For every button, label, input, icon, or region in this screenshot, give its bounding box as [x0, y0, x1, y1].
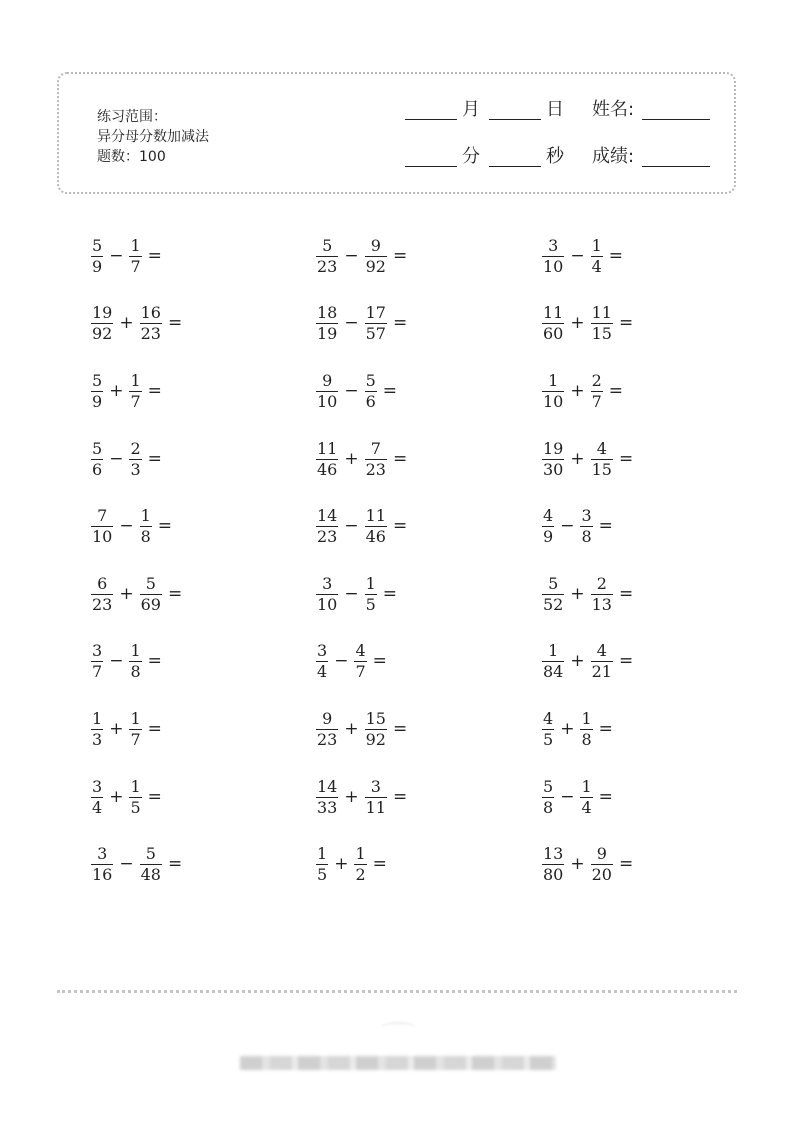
operator: + — [570, 381, 585, 401]
second-fraction — [127, 778, 143, 817]
denominator: 23 — [317, 256, 338, 276]
denominator: 4 — [317, 661, 328, 681]
problem-item — [540, 368, 623, 414]
second-fraction — [589, 237, 605, 276]
denominator: 4 — [591, 256, 602, 276]
second-fraction — [363, 575, 379, 614]
denominator: 4 — [581, 797, 592, 817]
second-fraction — [127, 642, 143, 681]
denominator: 69 — [140, 594, 161, 614]
problem-item — [314, 368, 397, 414]
problem-item — [540, 503, 613, 549]
operator: − — [109, 651, 124, 671]
numerator: 1 — [130, 370, 141, 390]
numerator: 11 — [317, 438, 338, 458]
problem-item — [89, 638, 162, 684]
numerator: 3 — [370, 776, 381, 796]
problem-item — [540, 774, 613, 820]
equals-sign: = — [618, 313, 634, 333]
numerator: 1 — [365, 573, 376, 593]
denominator: 13 — [591, 594, 612, 614]
operator: + — [109, 381, 124, 401]
time-score-row — [405, 141, 715, 169]
numerator: 1 — [591, 235, 602, 255]
minute-blank[interactable] — [405, 166, 457, 167]
operator: + — [334, 854, 349, 874]
denominator: 92 — [365, 256, 386, 276]
second-fraction — [363, 778, 389, 817]
problem-item — [540, 300, 633, 346]
problem-item — [89, 300, 182, 346]
denominator: 30 — [543, 459, 564, 479]
problem-item — [314, 706, 407, 752]
denominator: 8 — [140, 526, 151, 546]
denominator: 3 — [92, 729, 103, 749]
numerator: 11 — [543, 302, 564, 322]
denominator: 60 — [543, 323, 564, 343]
equals-sign: = — [392, 516, 408, 536]
second-fraction — [138, 507, 154, 546]
first-fraction — [314, 440, 340, 479]
second-fraction — [363, 237, 389, 276]
first-fraction — [314, 575, 340, 614]
second-fraction — [589, 304, 615, 343]
numerator: 1 — [581, 708, 592, 728]
operator: − — [344, 516, 359, 536]
problem-item — [540, 638, 633, 684]
second-fraction — [127, 440, 143, 479]
numerator: 3 — [317, 640, 328, 660]
numerator: 3 — [548, 235, 559, 255]
denominator: 46 — [365, 526, 386, 546]
second-fraction — [352, 642, 368, 681]
second-fraction — [363, 372, 379, 411]
header-box — [57, 72, 736, 194]
equals-sign: = — [392, 787, 408, 807]
denominator: 5 — [543, 729, 554, 749]
second-fraction — [589, 575, 615, 614]
first-fraction — [314, 304, 340, 343]
second-blank[interactable] — [489, 166, 541, 167]
first-fraction — [540, 845, 566, 884]
first-fraction — [314, 845, 330, 884]
operator: − — [344, 313, 359, 333]
equals-sign: = — [382, 584, 398, 604]
equals-sign: = — [147, 449, 162, 469]
second-fraction — [589, 440, 615, 479]
problem-item — [314, 233, 407, 279]
numerator: 4 — [596, 438, 607, 458]
numerator: 1 — [548, 640, 559, 660]
operator: + — [109, 787, 124, 807]
denominator: 21 — [591, 661, 612, 681]
first-fraction — [540, 372, 566, 411]
equals-sign: = — [147, 719, 162, 739]
equals-sign: = — [147, 787, 162, 807]
date-name-row — [405, 94, 715, 122]
denominator: 8 — [581, 526, 592, 546]
numerator: 16 — [140, 302, 161, 322]
operator: + — [119, 313, 134, 333]
denominator: 9 — [543, 526, 554, 546]
problem-item — [314, 436, 407, 482]
denominator: 3 — [130, 459, 141, 479]
denominator: 2 — [355, 864, 366, 884]
numerator: 5 — [145, 843, 156, 863]
problem-item — [540, 233, 623, 279]
equals-sign: = — [598, 787, 613, 807]
second-fraction — [352, 845, 368, 884]
numerator: 9 — [370, 235, 381, 255]
operator: + — [570, 651, 585, 671]
first-fraction — [89, 710, 105, 749]
problem-item — [89, 706, 162, 752]
denominator: 16 — [92, 864, 113, 884]
range-label: 练习范围： — [97, 109, 167, 125]
first-fraction — [89, 237, 105, 276]
first-fraction — [89, 575, 115, 614]
numerator: 5 — [543, 776, 554, 796]
equals-sign: = — [598, 516, 613, 536]
numerator: 1 — [548, 370, 559, 390]
numerator: 1 — [92, 708, 103, 728]
denominator: 7 — [591, 391, 602, 411]
operator: + — [344, 449, 359, 469]
numerator: 6 — [97, 573, 108, 593]
denominator: 52 — [543, 594, 564, 614]
operator: − — [109, 246, 124, 266]
first-fraction — [314, 710, 340, 749]
problem-item — [314, 638, 387, 684]
equals-sign: = — [392, 246, 408, 266]
numerator: 1 — [355, 843, 366, 863]
first-fraction — [89, 440, 105, 479]
first-fraction — [540, 304, 566, 343]
footer-divider — [57, 990, 737, 993]
denominator: 5 — [130, 797, 141, 817]
operator: + — [570, 584, 585, 604]
equals-sign: = — [157, 516, 173, 536]
operator: − — [570, 246, 585, 266]
equals-sign: = — [382, 381, 398, 401]
numerator: 4 — [355, 640, 366, 660]
operator: − — [344, 381, 359, 401]
denominator: 8 — [581, 729, 592, 749]
numerator: 4 — [543, 505, 554, 525]
operator: − — [334, 651, 349, 671]
denominator: 5 — [365, 594, 376, 614]
equals-sign: = — [167, 854, 183, 874]
first-fraction — [540, 440, 566, 479]
equals-sign: = — [372, 854, 387, 874]
numerator: 4 — [596, 640, 607, 660]
denominator: 7 — [130, 391, 141, 411]
first-fraction — [314, 507, 340, 546]
denominator: 8 — [543, 797, 554, 817]
second-fraction — [127, 237, 143, 276]
operator: − — [109, 449, 124, 469]
denominator: 10 — [543, 256, 564, 276]
numerator: 5 — [548, 573, 559, 593]
denominator: 92 — [92, 323, 113, 343]
operator: + — [344, 719, 359, 739]
denominator: 7 — [130, 256, 141, 276]
numerator: 3 — [322, 573, 333, 593]
numerator: 2 — [591, 370, 602, 390]
first-fraction — [540, 575, 566, 614]
first-fraction — [89, 642, 105, 681]
name-blank[interactable] — [642, 119, 710, 120]
denominator: 15 — [591, 323, 612, 343]
first-fraction — [540, 642, 566, 681]
numerator: 5 — [92, 370, 103, 390]
operator: + — [560, 719, 575, 739]
denominator: 23 — [317, 729, 338, 749]
footer-blurred-text — [240, 1056, 556, 1070]
day-label: 日 — [546, 99, 564, 120]
operator: − — [560, 787, 575, 807]
denominator: 9 — [92, 256, 103, 276]
name-label: 姓名: — [592, 99, 635, 120]
numerator: 19 — [92, 302, 113, 322]
numerator: 15 — [365, 708, 386, 728]
denominator: 6 — [92, 459, 103, 479]
second-fraction — [363, 710, 389, 749]
first-fraction — [314, 642, 330, 681]
numerator: 11 — [591, 302, 612, 322]
second-fraction — [589, 372, 605, 411]
operator: + — [570, 449, 585, 469]
numerator: 19 — [543, 438, 564, 458]
denominator: 20 — [591, 864, 612, 884]
first-fraction — [314, 778, 340, 817]
first-fraction — [540, 778, 556, 817]
operator: + — [344, 787, 359, 807]
numerator: 3 — [92, 640, 103, 660]
denominator: 19 — [317, 323, 338, 343]
second-fraction — [363, 304, 389, 343]
second-fraction — [578, 710, 594, 749]
denominator: 7 — [355, 661, 366, 681]
first-fraction — [540, 507, 556, 546]
denominator: 9 — [92, 391, 103, 411]
operator: − — [344, 584, 359, 604]
problem-item — [314, 571, 397, 617]
numerator: 3 — [92, 776, 103, 796]
numerator: 2 — [596, 573, 607, 593]
second-fraction — [589, 845, 615, 884]
denominator: 80 — [543, 864, 564, 884]
numerator: 5 — [365, 370, 376, 390]
numerator: 18 — [317, 302, 338, 322]
numerator: 17 — [365, 302, 386, 322]
equals-sign: = — [147, 246, 162, 266]
problem-item — [314, 841, 387, 887]
month-label: 月 — [462, 99, 480, 120]
problem-item — [314, 503, 407, 549]
denominator: 84 — [543, 661, 564, 681]
numerator: 1 — [130, 776, 141, 796]
second-fraction — [363, 507, 389, 546]
problem-item — [89, 571, 182, 617]
denominator: 46 — [317, 459, 338, 479]
denominator: 10 — [543, 391, 564, 411]
problem-item — [89, 841, 182, 887]
worksheet-info — [97, 107, 209, 167]
denominator: 10 — [317, 594, 338, 614]
problem-item — [540, 841, 633, 887]
numerator: 4 — [543, 708, 554, 728]
operator: + — [109, 719, 124, 739]
equals-sign: = — [147, 651, 162, 671]
score-blank[interactable] — [642, 166, 710, 167]
operator: − — [560, 516, 575, 536]
denominator: 7 — [92, 661, 103, 681]
problem-item — [314, 774, 407, 820]
denominator: 5 — [317, 864, 328, 884]
score-label: 成绩: — [592, 146, 635, 167]
problem-item — [540, 706, 613, 752]
numerator: 7 — [97, 505, 108, 525]
second-fraction — [578, 507, 594, 546]
second-fraction — [138, 304, 164, 343]
equals-sign: = — [598, 719, 613, 739]
numerator: 9 — [322, 370, 333, 390]
denominator: 10 — [317, 391, 338, 411]
denominator: 6 — [365, 391, 376, 411]
denominator: 57 — [365, 323, 386, 343]
equals-sign: = — [618, 651, 634, 671]
problem-item — [89, 368, 162, 414]
problem-item — [89, 503, 172, 549]
operator: − — [119, 516, 134, 536]
equals-sign: = — [372, 651, 387, 671]
operator: − — [344, 246, 359, 266]
problem-item — [314, 300, 407, 346]
denominator: 7 — [130, 729, 141, 749]
problem-item — [540, 571, 633, 617]
range-value: 异分母分数加减法 — [97, 129, 209, 145]
second-label: 秒 — [546, 146, 564, 167]
first-fraction — [89, 372, 105, 411]
equals-sign: = — [618, 449, 634, 469]
first-fraction — [540, 710, 556, 749]
denominator: 23 — [140, 323, 161, 343]
first-fraction — [89, 507, 115, 546]
equals-sign: = — [147, 381, 162, 401]
denominator: 11 — [365, 797, 386, 817]
numerator: 5 — [92, 235, 103, 255]
numerator: 11 — [365, 505, 386, 525]
numerator: 1 — [581, 776, 592, 796]
second-fraction — [138, 845, 164, 884]
numerator: 2 — [130, 438, 141, 458]
numerator: 1 — [130, 235, 141, 255]
numerator: 13 — [543, 843, 564, 863]
numerator: 1 — [140, 505, 151, 525]
second-fraction — [578, 778, 594, 817]
first-fraction — [314, 237, 340, 276]
problem-count: 题数：100 — [97, 149, 166, 165]
second-fraction — [363, 440, 389, 479]
second-fraction — [138, 575, 164, 614]
second-fraction — [127, 372, 143, 411]
numerator: 14 — [317, 776, 338, 796]
equals-sign: = — [167, 313, 183, 333]
denominator: 8 — [130, 661, 141, 681]
operator: + — [570, 313, 585, 333]
first-fraction — [89, 845, 115, 884]
first-fraction — [89, 778, 105, 817]
problem-item — [540, 436, 633, 482]
numerator: 1 — [130, 640, 141, 660]
numerator: 1 — [317, 843, 328, 863]
day-blank[interactable] — [489, 119, 541, 120]
first-fraction — [89, 304, 115, 343]
problem-item — [89, 436, 162, 482]
numerator: 5 — [92, 438, 103, 458]
problem-item — [89, 774, 162, 820]
operator: + — [570, 854, 585, 874]
first-fraction — [314, 372, 340, 411]
month-blank[interactable] — [405, 119, 457, 120]
operator: + — [119, 584, 134, 604]
denominator: 4 — [92, 797, 103, 817]
denominator: 15 — [591, 459, 612, 479]
numerator: 5 — [145, 573, 156, 593]
equals-sign: = — [167, 584, 183, 604]
minute-label: 分 — [462, 146, 480, 167]
equals-sign: = — [392, 449, 408, 469]
numerator: 1 — [130, 708, 141, 728]
numerator: 3 — [581, 505, 592, 525]
second-fraction — [589, 642, 615, 681]
problem-item — [89, 233, 162, 279]
denominator: 23 — [365, 459, 386, 479]
equals-sign: = — [392, 313, 408, 333]
numerator: 5 — [322, 235, 333, 255]
equals-sign: = — [618, 584, 634, 604]
equals-sign: = — [618, 854, 634, 874]
denominator: 23 — [317, 526, 338, 546]
denominator: 92 — [365, 729, 386, 749]
denominator: 33 — [317, 797, 338, 817]
equals-sign: = — [608, 246, 624, 266]
footer-watermark-arc — [380, 1022, 416, 1034]
first-fraction — [540, 237, 566, 276]
numerator: 7 — [370, 438, 381, 458]
numerator: 9 — [322, 708, 333, 728]
equals-sign: = — [608, 381, 624, 401]
denominator: 48 — [140, 864, 161, 884]
numerator: 3 — [97, 843, 108, 863]
operator: − — [119, 854, 134, 874]
denominator: 23 — [92, 594, 113, 614]
second-fraction — [127, 710, 143, 749]
numerator: 9 — [596, 843, 607, 863]
numerator: 14 — [317, 505, 338, 525]
equals-sign: = — [392, 719, 408, 739]
denominator: 10 — [92, 526, 113, 546]
